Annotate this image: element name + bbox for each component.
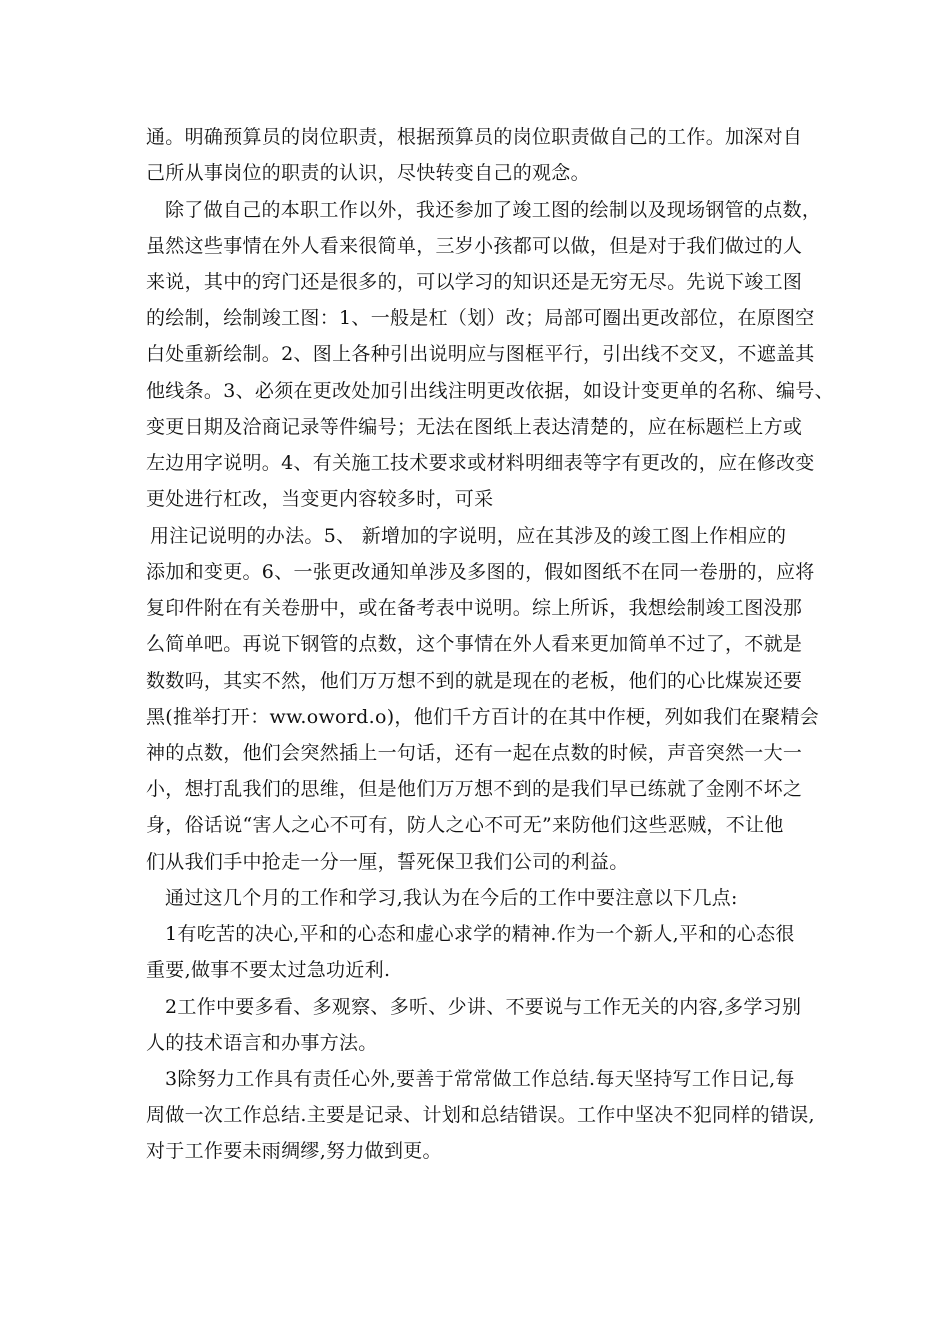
list-item-line: 3除努力工作具有责任心外,要善于常常做工作总结.每天坚持写工作日记,每 (165, 1068, 795, 1090)
paragraph-line: 小，想打乱我们的思维，但是他们万万想不到的是我们早已练就了金刚不坏之 (146, 778, 803, 800)
list-item-line: 2工作中要多看、多观察、多听、少讲、不要说与工作无关的内容,多学习别 (165, 996, 802, 1018)
paragraph-line: 通。明确预算员的岗位职责，根据预算员的岗位职责做自己的工作。加深对自 (146, 126, 803, 148)
paragraph-line: 他线条。3、必须在更改处加引出线注明更改依据，如设计变更单的名称、编号、 (146, 380, 834, 402)
paragraph-line: 白处重新绘制。2、图上各种引出说明应与图框平行，引出线不交叉，不遮盖其 (146, 343, 815, 365)
paragraph-line: 除了做自己的本职工作以外，我还参加了竣工图的绘制以及现场钢管的点数， (165, 199, 822, 221)
paragraph-line: 黑(推举打开：ww.oword.o)，他们千方百计的在其中作梗，列如我们在聚精会 (146, 706, 820, 728)
paragraph-line: 神的点数，他们会突然插上一句话，还有一起在点数的时候，声音突然一大一 (146, 742, 803, 764)
paragraph-line: 复印件附在有关卷册中，或在备考表中说明。综上所诉，我想绘制竣工图没那 (146, 597, 803, 619)
paragraph-line: 身，俗话说“害人之心不可有，防人之心不可无”来防他们这些恶贼，不让他 (146, 814, 784, 836)
paragraph-line: 来说，其中的窍门还是很多的，可以学习的知识还是无穷无尽。先说下竣工图 (146, 271, 803, 293)
paragraph-line: 己所从事岗位的职责的认识，尽快转变自己的观念。 (146, 162, 590, 184)
paragraph-line: 变更日期及洽商记录等件编号；无法在图纸上表达清楚的，应在标题栏上方或 (146, 416, 803, 438)
paragraph-line: 数数吗，其实不然，他们万万想不到的就是现在的老板，他们的心比煤炭还要 (146, 670, 803, 692)
paragraph-line: 们从我们手中抢走一分一厘，誓死保卫我们公司的利益。 (146, 851, 629, 873)
list-item-line: 周做一次工作总结.主要是记录、计划和总结错误。工作中坚决不犯同样的错误, (146, 1104, 815, 1126)
paragraph-line: 左边用字说明。4、有关施工技术要求或材料明细表等字有更改的，应在修改变 (146, 452, 815, 474)
paragraph-line: 用注记说明的办法。5、 新增加的字说明，应在其涉及的竣工图上作相应的 (150, 525, 787, 547)
list-item-line: 人的技术语言和办事方法。 (146, 1032, 378, 1054)
list-item-line: 对于工作要未雨绸缪,努力做到更。 (146, 1140, 442, 1162)
paragraph-line: 通过这几个月的工作和学习,我认为在今后的工作中要注意以下几点: (165, 887, 738, 909)
list-item-line: 1有吃苦的决心,平和的心态和虚心求学的精神.作为一个新人,平和的心态很 (165, 923, 795, 945)
paragraph-line: 添加和变更。6、一张更改通知单涉及多图的，假如图纸不在同一卷册的，应将 (146, 561, 815, 583)
list-item-line: 重要,做事不要太过急功近利. (146, 959, 391, 981)
paragraph-line: 么简单吧。再说下钢管的点数，这个事情在外人看来更加简单不过了，不就是 (146, 633, 803, 655)
paragraph-line: 的绘制，绘制竣工图：1、一般是杠（划）改；局部可圈出更改部位，在原图空 (146, 307, 815, 329)
paragraph-line: 虽然这些事情在外人看来很简单，三岁小孩都可以做，但是对于我们做过的人 (146, 235, 803, 257)
paragraph-line: 更处进行杠改，当变更内容较多时，可采 (146, 488, 494, 510)
